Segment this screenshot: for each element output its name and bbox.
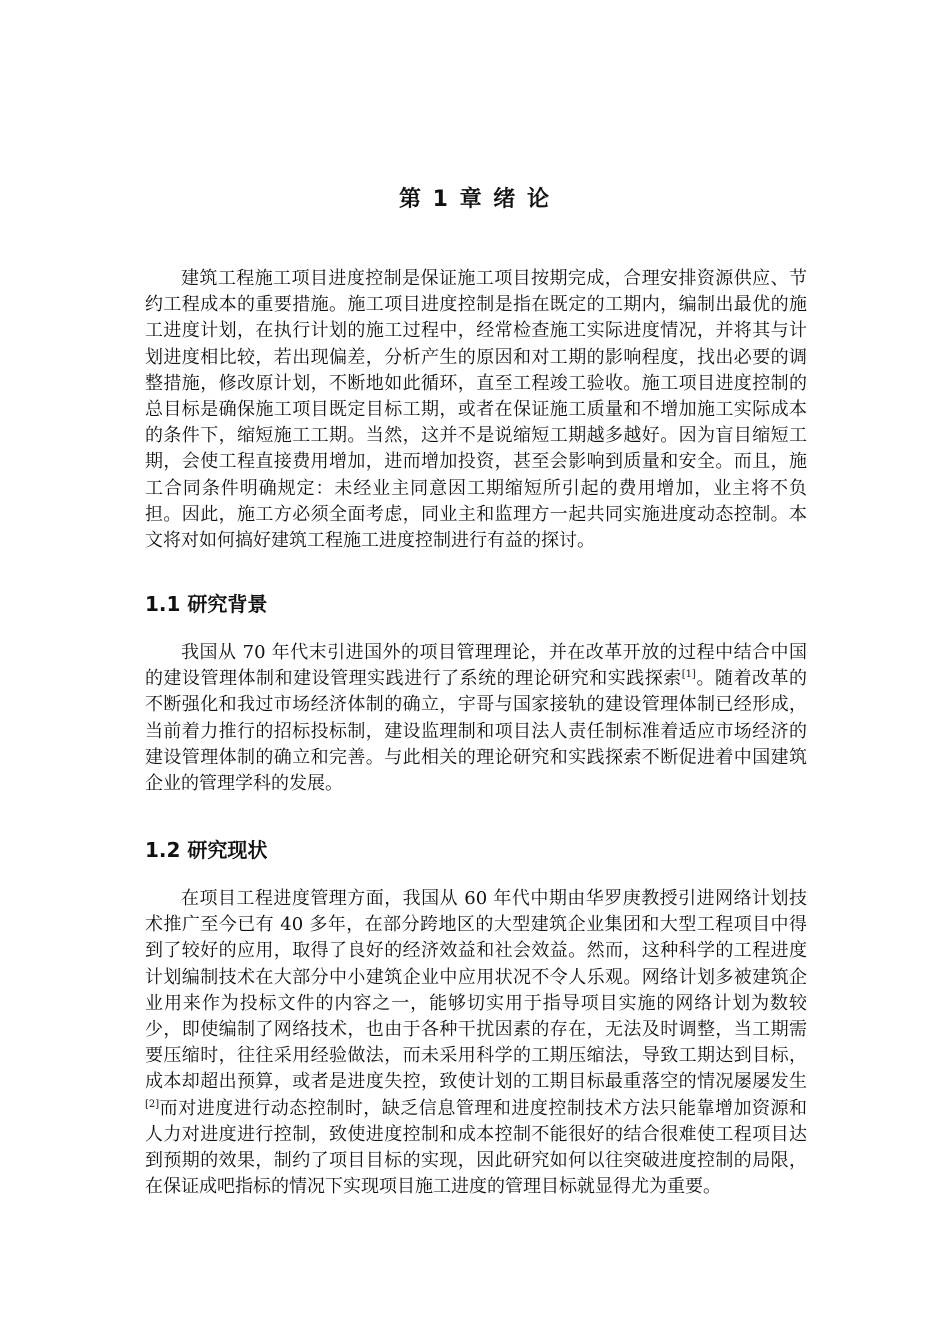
- section-1-1-text-b: 。随着改革的不断强化和我过市场经济体制的确立，宇哥与国家接轨的建设管理体制已经形成，当前着力推行的招标投标制，建设监理制和项目法人责任制标准着适应市场经济的建设管理体制的确立和完善。与此相关的理论研究和实践探索不断促进着中国建筑企业的管理学科的发展。: [145, 668, 808, 795]
- section-1-1-text-a: 我国从 70 年代末引进国外的项目管理理论，并在改革开放的过程中结合中国的建设管理体制和建设管理实践进行了系统的理论研究和实践探索: [145, 642, 807, 690]
- citation-1: [1]: [681, 669, 696, 681]
- section-1-1-heading: 1.1 研究背景: [145, 592, 268, 616]
- chapter-title: 第 1 章 绪 论: [399, 187, 551, 212]
- section-1-2-text-a: 在项目工程进度管理方面，我国从 60 年代中期由华罗庚教授引进网络计划技术推广至今已有 40 多年，在部分跨地区的大型建筑企业集团和大型工程项目中得到了较好的应用，取得了良好的经济效益和社会效益。然而，这种科学的工程进度计划编制技术在大部分中小建筑企业中应用状况不令人乐观。网络计划多被建筑企业用来作为投标文件的内容之一，能够切实用于指导项目实施的网络计划为数较少，即使编制了网络技术，也由于各种干扰因素的存在，无法及时调整，当工期需要压缩时，往往采用经验做法，而未采用科学的工期压缩法，导致工期达到目标，成本却超出预算，或者是进度失控，致使计划的工期目标最重落空的情况屡屡发生: [145, 888, 807, 1093]
- citation-2: [2]: [145, 1098, 160, 1110]
- intro-paragraph: 建筑工程施工项目进度控制是保证施工项目按期完成，合理安排资源供应、节约工程成本的重要措施。施工项目进度控制是指在既定的工期内，编制出最优的施工进度计划，在执行计划的施工过程中，经常检查施工实际进度情况，并将其与计划进度相比较，若出现偏差，分析产生的原因和对工期的影响程度，找出必要的调整措施，修改原计划，不断地如此循环，直至工程竣工验收。施工项目进度控制的总目标是确保施工项目既定目标工期，或者在保证施工质量和不增加施工实际成本的条件下，缩短施工工期。当然，这并不是说缩短工期越多越好。因为盲目缩短工期，会使工程直接费用增加，进而增加投资，甚至会影响到质量和安全。而且，施工合同条件明确规定：未经业主同意因工期缩短所引起的费用增加，业主将不负担。因此，施工方必须全面考虑，同业主和监理方一起共同实施进度动态控制。本文将对如何搞好建筑工程施工进度控制进行有益的探讨。: [145, 268, 807, 552]
- section-1-2-heading: 1.2 研究现状: [145, 838, 268, 862]
- section-1-2-text-b: 而对进度进行动态控制时，缺乏信息管理和进度控制技术方法只能靠增加资源和人力对进度进行控制，致使进度控制和成本控制不能很好的结合很难使工程项目达到预期的效果，制约了项目目标的实现，因此研究如何以往突破进度控制的局限，在保证成吧指标的情况下实现项目施工进度的管理目标就显得尤为重要。: [145, 1097, 807, 1198]
- section-1-2-paragraph: [145, 886, 807, 1200]
- section-1-1-paragraph: [145, 640, 807, 797]
